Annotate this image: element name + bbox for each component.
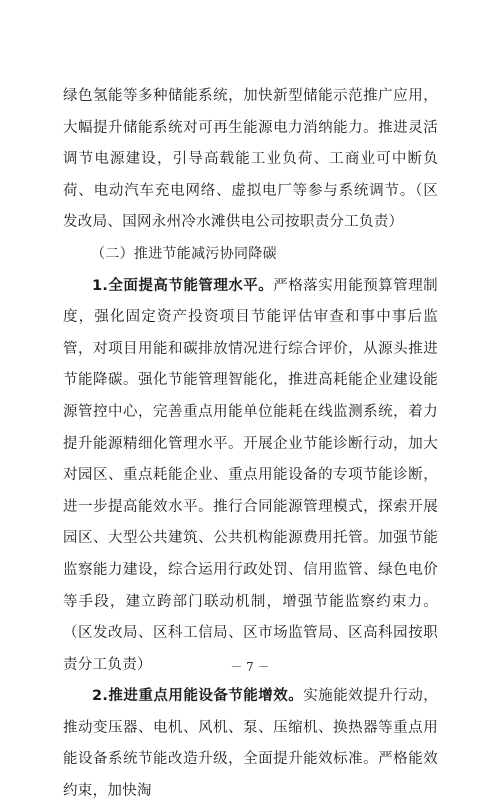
paragraph-text: 绿色氢能等多种储能系统，加快新型储能示范推广应用，大幅提升储能系统对可再生能源电力消纳能力。推进灵活调节电源建设，引导高载能工业负荷、工商业可中断负荷、电动汽车充电网络、虚拟电厂等参与系统调节。（区发改局、国网永州冷水滩供电公司按职责分工负责） <box>63 88 438 231</box>
section-heading-text: （二）推进节能减污协同降碳 <box>91 245 277 262</box>
paragraph-lead: 2.推进重点用能设备节能增效。 <box>92 688 304 705</box>
paragraph-text: 严格落实用能预算管理制度，强化固定资产投资项目节能评估审查和事中事后监管，对项目用能和碳排放情况进行综合评价，从源头推进节能降碳。强化节能管理智能化，推进高耗能企业建设能源管控中心，完善重点用能单位能耗在线监测系统，着力提升能源精细化管理水平。开展企业节能诊断行动，加大对园区、重点耗能企业、重点用能设备的专项节能诊断，进一步提高能效水平。推行合同能源管理模式，探索开展园区、大型公共建筑、公共机构能源费用托管。加强节能监察能力建设，综合运用行政处罚、信用监管、绿色电价等手段，建立跨部门联动机制，增强节能监察约束力。（区发改局、区科工信局、区市场监管局、区高科园按职责分工负责） <box>63 277 438 673</box>
section-heading <box>63 239 438 271</box>
paragraph-energy-management <box>63 271 438 682</box>
paragraph-text: 实施能效提升行动，推动变压器、电机、风机、泵、压缩机、换热器等重点用能设备系统节能改造升级，全面提升能效标准。严格能效约束，加快淘 <box>63 688 438 800</box>
paragraph-equipment-efficiency <box>63 681 438 807</box>
paragraph-continued <box>63 81 438 239</box>
page-number: － 7 － <box>230 660 270 674</box>
paragraph-lead: 1.全面提高节能管理水平。 <box>92 277 274 294</box>
body-text <box>63 81 438 808</box>
